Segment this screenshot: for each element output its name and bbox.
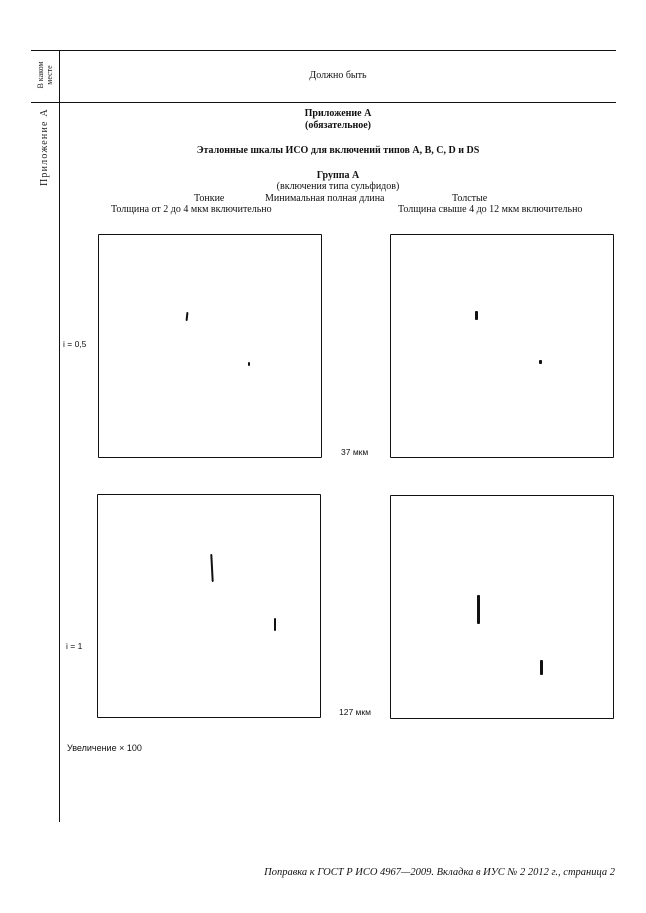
thick-thickness-range: Толщина свыше 4 до 12 мкм включительно xyxy=(398,204,583,215)
row-label-appendix: Приложение А xyxy=(39,108,50,186)
plate-thin-index-1 xyxy=(97,494,321,718)
inclusion xyxy=(186,312,189,321)
plate-thin-index-0-5 xyxy=(98,234,322,458)
appendix-subtitle: (обязательное) xyxy=(304,120,372,131)
inclusion xyxy=(540,660,543,675)
table-column-divider xyxy=(59,50,60,822)
plate-index-label: i = 1 xyxy=(66,641,83,651)
inclusion xyxy=(475,311,478,320)
page-footer: Поправка к ГОСТ Р ИСО 4967—2009. Вкладка в ИУС № 2 2012 г., страница 2 xyxy=(264,867,615,878)
plate-length-label: 37 мкм xyxy=(341,447,369,457)
inclusion xyxy=(477,595,480,624)
column-thin: Тонкие xyxy=(194,193,225,204)
column-label-where xyxy=(36,53,54,97)
appendix-title: Приложение А xyxy=(304,108,372,119)
appendix-heading: Эталонные шкалы ИСО для включений типов А, В, С, D и DS xyxy=(196,145,480,156)
group-subtitle: (включения типа сульфидов) xyxy=(276,181,400,192)
plate-thick-index-1 xyxy=(390,495,614,719)
plate-length-label: 127 мкм xyxy=(339,707,371,717)
column-title-should-be: Должно быть xyxy=(309,70,367,81)
magnification-label: Увеличение × 100 xyxy=(67,743,142,753)
group-title: Группа А xyxy=(316,170,360,181)
thin-thickness-range: Толщина от 2 до 4 мкм включительно xyxy=(111,204,272,215)
plate-thick-index-0-5 xyxy=(390,234,614,458)
column-thick: Толстые xyxy=(452,193,488,204)
column-label-where-line2: месте xyxy=(45,65,54,85)
table-top-rule xyxy=(31,50,616,51)
inclusion xyxy=(274,618,276,631)
column-min-length: Минимальная полная длина xyxy=(265,193,385,204)
inclusion xyxy=(539,360,542,364)
inclusion xyxy=(210,554,213,582)
plate-index-label: i = 0,5 xyxy=(63,339,87,349)
table-header-rule xyxy=(31,102,616,103)
column-label-where-line1: В каком xyxy=(36,61,45,89)
inclusion xyxy=(248,362,250,366)
